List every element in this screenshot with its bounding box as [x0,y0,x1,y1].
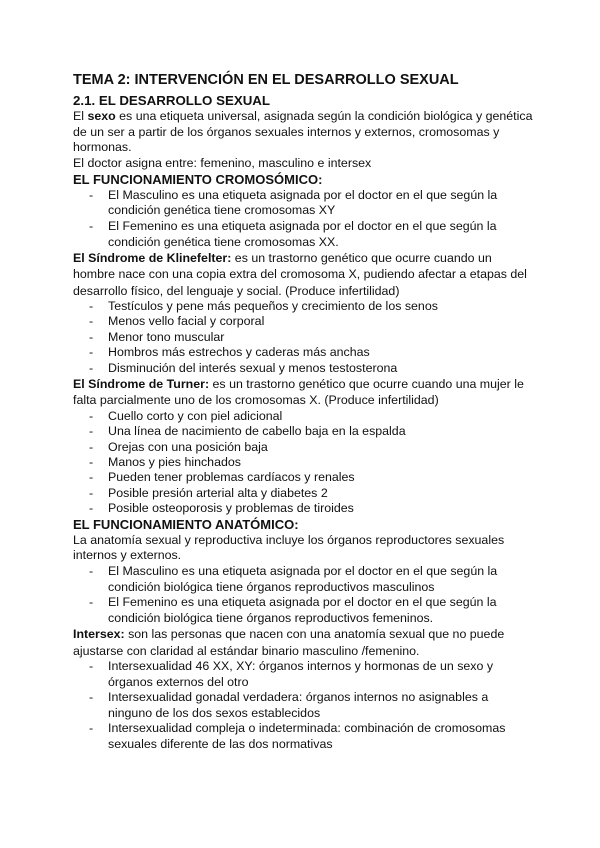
list-item: - Intersexualidad 46 XX, XY: órganos internos y hormonas de un sexo y órganos externos del otro [89,659,533,690]
anatomico-paragraph: La anatomía sexual y reproductiva incluye los órganos reproductores sexuales internos y externos. [73,532,505,563]
intersex-text: son las personas que nacen con una anatomía sexual que no puede ajustarse con claridad al estándar binario masculino /femenino. [73,627,505,658]
list-item: - Cuello corto y con piel adicional [89,409,533,424]
intersex-term: Intersex: [73,627,125,642]
turner-text: es un trastorno genético que ocurre cuando una mujer le falta parcialmente uno de los cromosomas X. (Produce infertilidad) [73,377,524,408]
list-item: - El Masculino es una etiqueta asignada por el doctor en el que según la condición biológica tiene órganos reproductivos masculinos [89,564,533,595]
list-item: - El Masculino es una etiqueta asignada por el doctor en el que según la condición genética tiene cromosomas XY [89,188,533,219]
intersex-paragraph [73,626,533,659]
list-item: - Testículos y pene más pequeños y crecimiento de los senos [89,299,533,314]
list-item: - Menor tono muscular [89,330,533,345]
list-item: - El Femenino es una etiqueta asignada por el doctor en el que según la condición biológica tiene órganos reproductivos femeninos. [89,595,533,626]
list-item: - El Femenino es una etiqueta asignada por el doctor en el que según la condición genética tiene cromosomas XX. [89,219,533,250]
intro-term: sexo [87,109,116,123]
klinefelter-term: El Síndrome de Klinefelter: [73,251,232,266]
page-title: TEMA 2: INTERVENCIÓN EN EL DESARROLLO SEXUAL [73,72,459,88]
cromosomico-list [73,188,533,250]
intersex-list [73,659,533,753]
list-item: - Una línea de nacimiento de cabello baja en la espalda [89,424,533,439]
list-item: - Intersexualidad gonadal verdadera: órganos internos no asignables a ninguno de los dos sexos establecidos [89,690,533,721]
intro-prefix: El [73,109,88,123]
list-item: - Intersexualidad compleja o indeterminada: combinación de cromosomas sexuales diferente de las dos normativas [89,721,533,752]
cromosomico-heading: EL FUNCIONAMIENTO CROMOSÓMICO: [73,171,323,187]
list-item: - Hombros más estrechos y caderas más anchas [89,345,533,360]
turner-term: El Síndrome de Turner: [73,377,210,392]
list-item: - Disminución del interés sexual y menos testosterona [89,361,533,376]
intro-paragraph [73,109,533,156]
section-heading: 2.1. EL DESARROLLO SEXUAL [73,93,271,108]
klinefelter-paragraph [73,250,533,299]
intro-text: es una etiqueta universal, asignada según la condición biológica y genética de un ser a partir de los órganos sexuales internos y externos, cromosomas y hormonas. [73,109,533,155]
list-item: - Menos vello facial y corporal [89,314,533,329]
klinefelter-text: es un trastorno genético que ocurre cuando un hombre nace con una copia extra del cromosoma X, pudiendo afectar a etapas del desarrollo físico, del lenguaje y social. (Produce infertilidad) [73,251,527,298]
document-page [73,70,533,752]
klinefelter-list [73,299,533,376]
list-item: - Pueden tener problemas cardíacos y renales [89,470,533,485]
list-item: - Posible osteoporosis y problemas de tiroides [89,501,533,516]
list-item: - Manos y pies hinchados [89,455,533,470]
turner-list [73,409,533,517]
anatomico-list [73,564,533,626]
list-item: - Posible presión arterial alta y diabetes 2 [89,486,533,501]
doctor-line: El doctor asigna entre: femenino, masculino e intersex [73,156,372,171]
anatomico-heading: EL FUNCIONAMIENTO ANATÓMICO: [73,516,299,532]
list-item: - Orejas con una posición baja [89,440,533,455]
turner-paragraph [73,376,533,409]
